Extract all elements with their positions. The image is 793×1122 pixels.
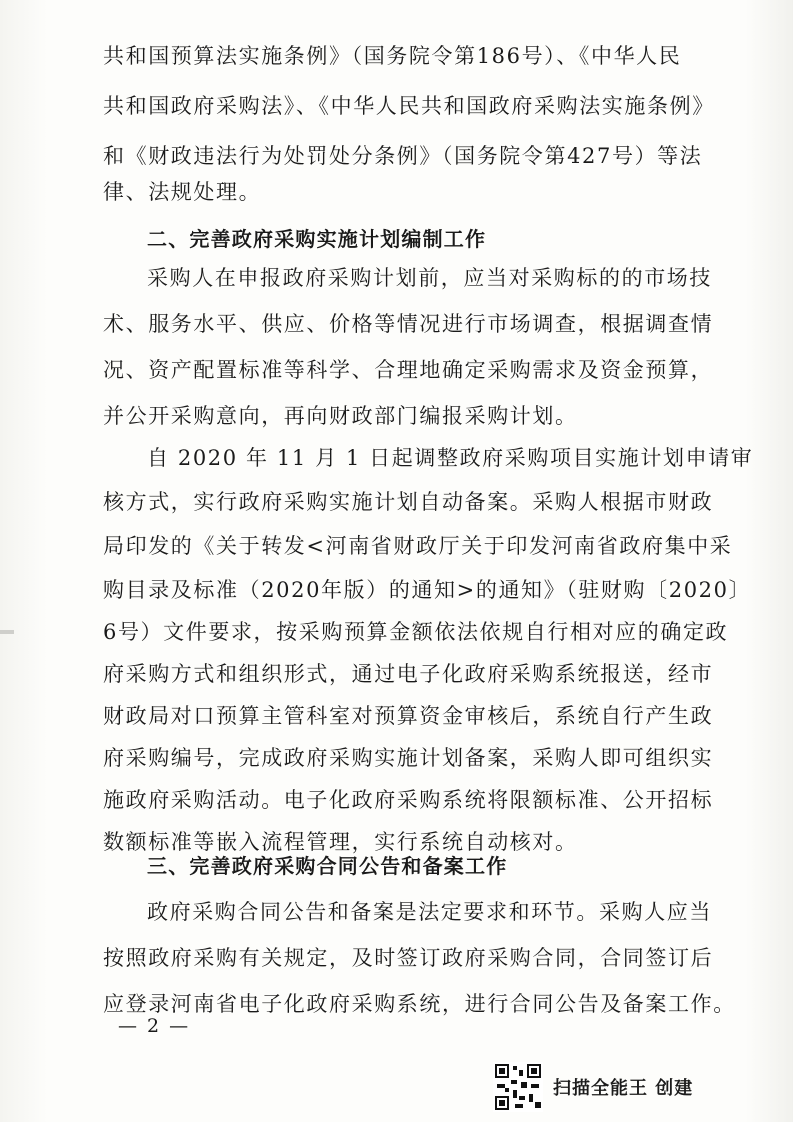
page-number: — 2 — — [118, 1015, 191, 1037]
body-line-3: 和《财政违法行为处罚处分条例》（国务院令第427号）等法 — [103, 144, 703, 168]
body-line-13: 购目录及标准（2020年版）的通知>的通知》（驻财购〔2020〕 — [103, 578, 752, 602]
body-line-19: 数额标准等嵌入流程管理，实行系统自动核对。 — [103, 830, 578, 854]
body-line-7: 术、服务水平、供应、价格等情况进行市场调查，根据调查情 — [103, 312, 714, 336]
body-line-14: 6号）文件要求，按采购预算金额依法依规自行相对应的确定政 — [103, 620, 729, 644]
body-line-16: 财政局对口预算主管科室对预算资金审核后，系统自行产生政 — [103, 704, 714, 728]
body-line-11: 核方式，实行政府采购实施计划自动备案。采购人根据市财政 — [103, 490, 714, 514]
scanner-watermark — [493, 1062, 723, 1116]
body-line-22: 按照政府采购有关规定，及时签订政府采购合同，合同签订后 — [103, 946, 714, 970]
body-line-6: 采购人在申报政府采购计划前，应当对采购标的的市场技 — [147, 266, 712, 290]
body-line-1: 共和国预算法实施条例》（国务院令第186号）、《中华人民 — [103, 44, 682, 68]
body-line-15: 府采购方式和组织形式，通过电子化政府采购系统报送，经市 — [103, 662, 714, 686]
body-line-2: 共和国政府采购法》、《中华人民共和国政府采购法实施条例》 — [103, 94, 715, 118]
section-heading-3: 三、完善政府采购合同公告和备案工作 — [147, 854, 508, 878]
body-line-4: 律、法规处理。 — [103, 180, 262, 204]
scanner-brand-label: 扫描全能王 创建 — [553, 1078, 694, 1099]
section-heading-2: 二、完善政府采购实施计划编制工作 — [147, 227, 487, 251]
body-line-23: 应登录河南省电子化政府采购系统，进行合同公告及备案工作。 — [103, 992, 736, 1016]
paper-edge-mark — [0, 630, 14, 634]
body-line-21: 政府采购合同公告和备案是法定要求和环节。采购人应当 — [147, 900, 712, 924]
body-line-10: 自 2020 年 11 月 1 日起调整政府采购项目实施计划申请审 — [147, 446, 754, 470]
body-line-9: 并公开采购意向，再向财政部门编报采购计划。 — [103, 404, 578, 428]
body-line-8: 况、资产配置标准等科学、合理地确定采购需求及资金预算， — [103, 358, 714, 382]
body-line-18: 施政府采购活动。电子化政府采购系统将限额标准、公开招标 — [103, 788, 714, 812]
body-line-17: 府采购编号，完成政府采购实施计划备案，采购人即可组织实 — [103, 746, 714, 770]
body-line-12: 局印发的《关于转发<河南省财政厅关于印发河南省政府集中采 — [103, 534, 733, 558]
qr-code-icon — [493, 1062, 543, 1112]
